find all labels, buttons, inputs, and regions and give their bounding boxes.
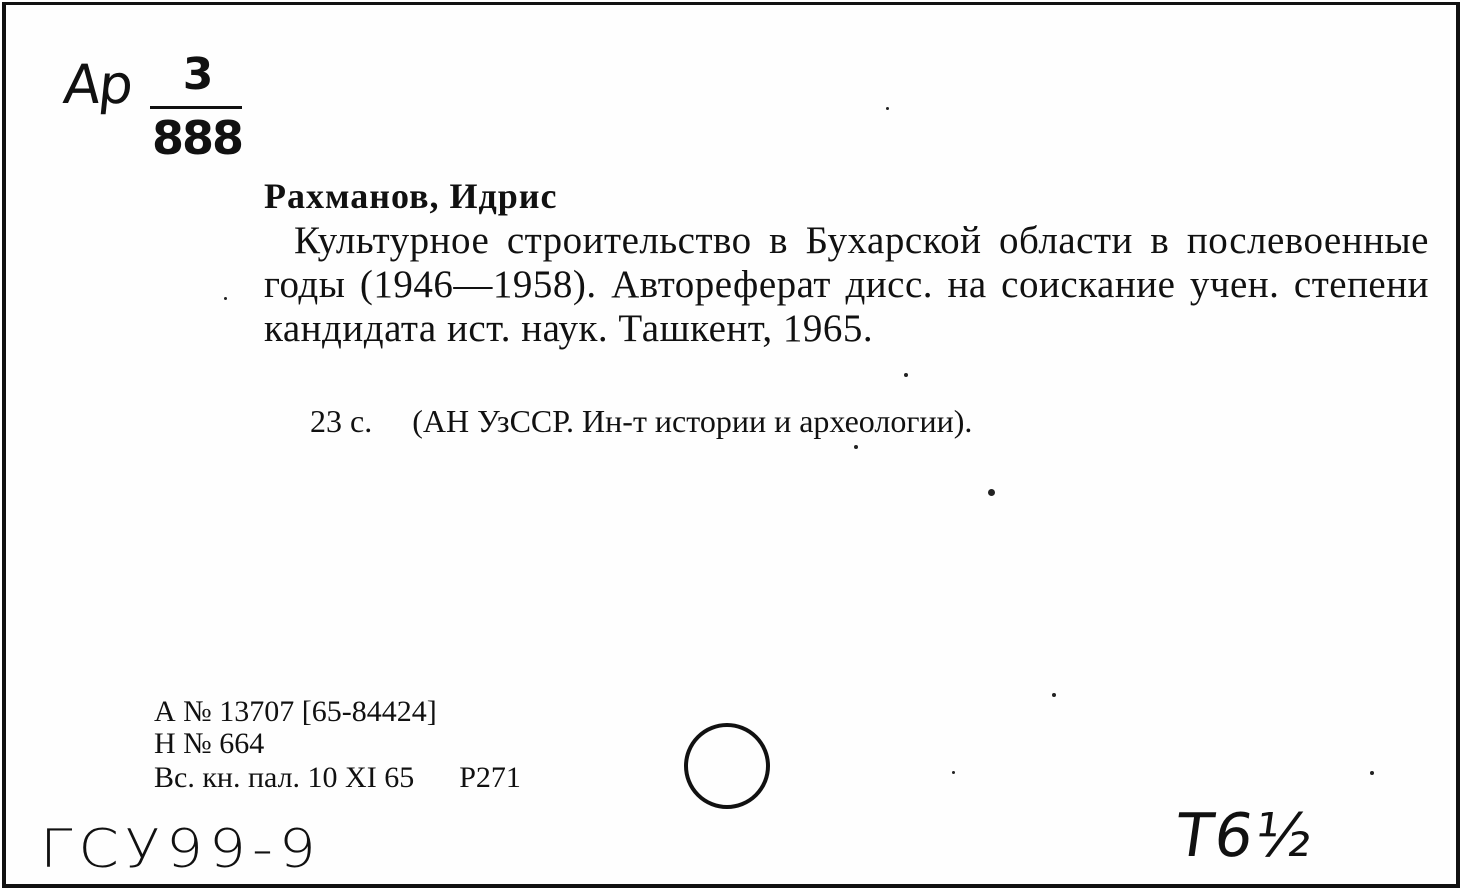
circle-stamp-icon [684,723,770,809]
book-chamber-line: Вс. кн. пал. 10 XI 65 Р271 [154,761,521,794]
scan-speck [854,445,858,449]
shelf-mark-divider [150,106,242,109]
shelf-mark-denominator: 888 [152,111,243,165]
registration-number-line: Н № 664 [154,727,265,760]
scan-speck [886,107,889,110]
handwritten-code-right: Т6½ [1171,801,1320,871]
handwritten-code-left: ГСУ99-9 [40,818,322,880]
catalog-card [2,2,1460,888]
accession-number-line: А № 13707 [65-84424] [154,695,437,728]
scan-speck [1052,693,1056,697]
scan-speck [988,489,995,496]
scan-speck [1370,771,1374,775]
bibliographic-description: Культурное строительство в Бухарской области в послевоенные годы (1946—1958). Автореферат дисс. на соискание учен. степени кандидата ист. наук. Ташкент, 1965. [264,219,1429,350]
scan-speck [224,297,227,300]
shelf-mark-numerator: 3 [182,49,214,100]
author-heading: Рахманов, Идрис [264,176,558,216]
shelf-mark-prefix: Ар [60,53,135,116]
scan-speck [904,373,908,377]
scan-speck [952,771,955,774]
pages-and-series: 23 с. (АН УзССР. Ин-т истории и археологии). [310,403,973,439]
